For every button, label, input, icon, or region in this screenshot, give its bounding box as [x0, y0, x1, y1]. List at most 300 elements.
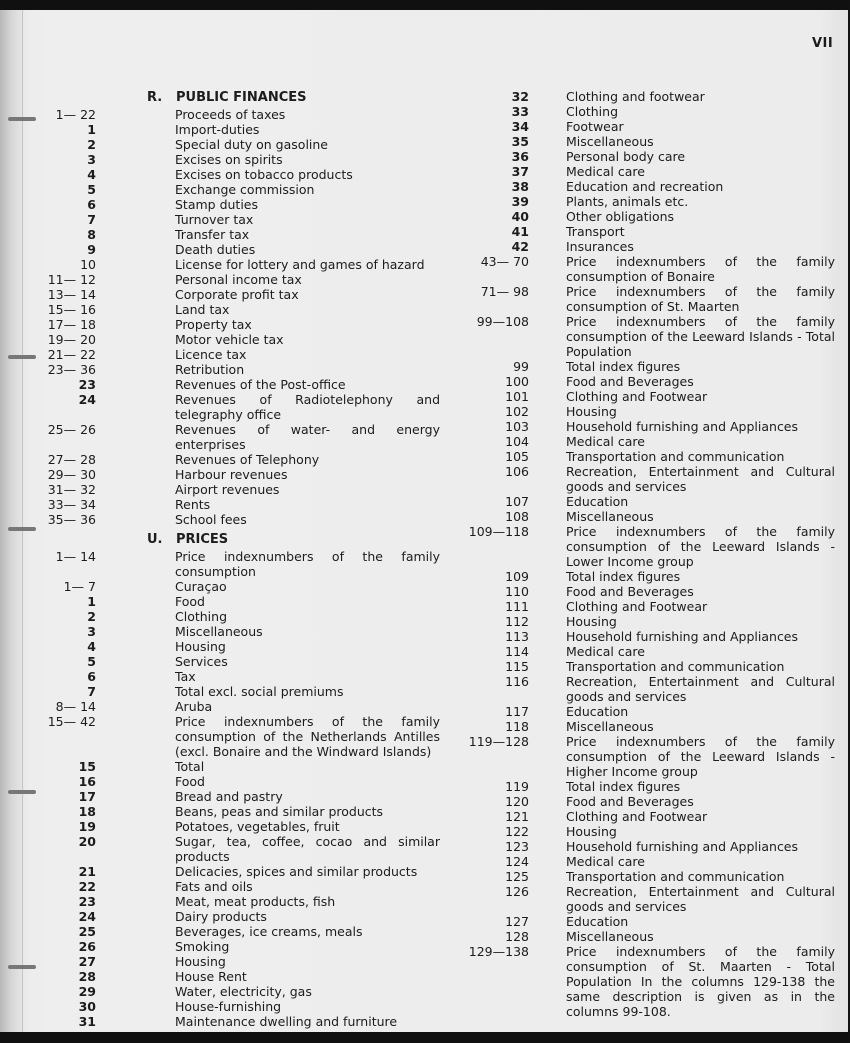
column-number: 31— 32 [47, 482, 96, 497]
table-description: Price indexnumbers of the family consumption of the Leeward Islands - Higher Income group [566, 734, 835, 779]
table-description: Smoking [175, 939, 230, 954]
column-number: 8— 14 [55, 699, 96, 714]
table-description: Total index figures [566, 359, 681, 374]
column-number: 113 [505, 629, 529, 644]
table-of-contents-row [440, 419, 835, 434]
table-description: Revenues of the Post-office [175, 377, 346, 392]
table-description: Recreation, Entertainment and Cultural goods and services [566, 884, 835, 914]
table-of-contents-row [440, 839, 835, 854]
table-description: Curaçao [175, 579, 227, 594]
table-description: Miscellaneous [566, 509, 654, 524]
table-description: Household furnishing and Appliances [566, 629, 799, 644]
column-number: 10 [80, 257, 96, 272]
table-of-contents-row [440, 119, 835, 134]
table-of-contents-row [30, 879, 440, 894]
column-number: 13— 14 [47, 287, 96, 302]
table-of-contents-row [440, 509, 835, 524]
column-number: 17— 18 [47, 317, 96, 332]
table-description: Recreation, Entertainment and Cultural goods and services [566, 464, 835, 494]
left-column [30, 89, 440, 1029]
table-of-contents-row [30, 422, 440, 452]
table-of-contents-row [30, 984, 440, 999]
table-description: Total index figures [566, 569, 681, 584]
table-of-contents-row [30, 669, 440, 684]
column-number: 21 [78, 864, 96, 879]
table-of-contents-row [30, 639, 440, 654]
section-rows-public-finances [30, 107, 440, 527]
table-of-contents-row [440, 224, 835, 239]
table-of-contents-row [30, 287, 440, 302]
table-of-contents-row [30, 452, 440, 467]
column-number: 20 [78, 834, 96, 849]
table-of-contents-row [440, 389, 835, 404]
column-number: 112 [505, 614, 529, 629]
table-of-contents-row [440, 284, 835, 314]
table-of-contents-row [440, 569, 835, 584]
section-letter: R. [147, 90, 163, 105]
column-number: 37 [511, 164, 529, 179]
table-of-contents-row [30, 609, 440, 624]
column-number: 107 [505, 494, 529, 509]
column-number: 119—128 [468, 734, 529, 749]
column-number: 19— 20 [47, 332, 96, 347]
table-of-contents-row [440, 89, 835, 104]
table-description: Food and Beverages [566, 584, 694, 599]
table-description: Medical care [566, 854, 645, 869]
table-of-contents-row [30, 182, 440, 197]
table-of-contents-row [30, 699, 440, 714]
table-description: Personal income tax [175, 272, 302, 287]
table-description: Price indexnumbers of the family consumption of the Leeward Islands - Total Population [566, 314, 835, 359]
table-description: Aruba [175, 699, 213, 714]
column-number: 33— 34 [47, 497, 96, 512]
table-description: Beverages, ice creams, meals [175, 924, 363, 939]
table-description: Personal body care [566, 149, 686, 164]
table-of-contents-row [440, 494, 835, 509]
table-description: Airport revenues [175, 482, 280, 497]
table-of-contents-row [30, 924, 440, 939]
table-description: Revenues of Telephony [175, 452, 320, 467]
table-of-contents-row [440, 314, 835, 359]
table-description: Clothing and Footwear [566, 599, 708, 614]
table-description: Clothing [566, 104, 619, 119]
table-of-contents-row [30, 909, 440, 924]
table-description: Miscellaneous [175, 624, 263, 639]
table-description: Education and recreation [566, 179, 724, 194]
table-description: Transportation and communication [566, 449, 785, 464]
column-number: 21— 22 [47, 347, 96, 362]
binding-edge [0, 10, 23, 1032]
column-number: 15— 16 [47, 302, 96, 317]
column-number: 99—108 [476, 314, 529, 329]
column-number: 109 [505, 569, 529, 584]
table-of-contents-row [30, 1014, 440, 1029]
table-of-contents-row [440, 359, 835, 374]
table-of-contents-row [440, 779, 835, 794]
table-description: Bread and pastry [175, 789, 283, 804]
table-description: House-furnishing [175, 999, 282, 1014]
table-description: Medical care [566, 644, 645, 659]
column-number: 38 [511, 179, 529, 194]
table-of-contents-row [30, 864, 440, 879]
table-of-contents-row [440, 239, 835, 254]
column-number: 122 [505, 824, 529, 839]
table-of-contents-row [30, 107, 440, 122]
table-description: Clothing and footwear [566, 89, 705, 104]
table-of-contents-row [30, 467, 440, 482]
column-number: 99 [513, 359, 529, 374]
table-of-contents-row [30, 579, 440, 594]
table-description: Services [175, 654, 228, 669]
table-of-contents-row [440, 629, 835, 644]
table-description: Special duty on gasoline [175, 137, 328, 152]
table-of-contents-row [440, 434, 835, 449]
table-of-contents-row [30, 549, 440, 579]
column-number: 101 [505, 389, 529, 404]
table-description: Potatoes, vegetables, fruit [175, 819, 340, 834]
column-number: 116 [505, 674, 529, 689]
column-number: 9 [87, 242, 96, 257]
column-number: 24 [78, 909, 96, 924]
column-number: 106 [505, 464, 529, 479]
table-description: Excises on tobacco products [175, 167, 353, 182]
column-number: 1 [87, 122, 96, 137]
table-of-contents-row [440, 599, 835, 614]
table-description: Education [566, 914, 629, 929]
column-number: 16 [78, 774, 96, 789]
column-number: 32 [511, 89, 529, 104]
column-number: 35— 36 [47, 512, 96, 527]
column-number: 108 [505, 509, 529, 524]
column-number: 115 [505, 659, 529, 674]
column-number: 26 [78, 939, 96, 954]
column-number: 31 [78, 1014, 96, 1029]
table-of-contents-row [440, 914, 835, 929]
table-of-contents-row [440, 809, 835, 824]
table-description: Beans, peas and similar products [175, 804, 384, 819]
table-description: Housing [566, 614, 617, 629]
table-of-contents-row [30, 969, 440, 984]
page-number: VII [812, 36, 834, 51]
table-of-contents-row [440, 104, 835, 119]
table-description: Clothing and Footwear [566, 809, 708, 824]
column-number: 5 [87, 182, 96, 197]
table-of-contents-row [440, 869, 835, 884]
table-description: Transportation and communication [566, 659, 785, 674]
table-of-contents-row [30, 999, 440, 1014]
table-description: Price indexnumbers of the family consumption of Bonaire [566, 254, 835, 284]
table-of-contents-row [440, 734, 835, 779]
column-number: 27 [78, 954, 96, 969]
table-of-contents-row [30, 377, 440, 392]
table-description: Rents [175, 497, 211, 512]
table-description: Land tax [175, 302, 230, 317]
section-title: PRICES [176, 532, 229, 547]
table-description: Price indexnumbers of the family consumption of the Netherlands Antilles (excl. Bonaire and the Windward Islands) [175, 714, 440, 759]
table-of-contents-row [440, 134, 835, 149]
table-of-contents-row [30, 497, 440, 512]
column-number: 7 [87, 684, 96, 699]
table-of-contents-row [440, 194, 835, 209]
table-of-contents-row [30, 624, 440, 639]
section-heading-public-finances [147, 89, 440, 107]
column-number: 23 [78, 377, 96, 392]
column-number: 29 [78, 984, 96, 999]
table-of-contents-row [30, 482, 440, 497]
table-description: Food and Beverages [566, 794, 694, 809]
column-number: 6 [87, 197, 96, 212]
table-of-contents-row [440, 374, 835, 389]
table-of-contents-row [440, 659, 835, 674]
column-number: 103 [505, 419, 529, 434]
column-number: 4 [87, 639, 96, 654]
table-description: Miscellaneous [566, 134, 654, 149]
column-number: 110 [505, 584, 529, 599]
table-description: Property tax [175, 317, 252, 332]
table-description: Housing [566, 824, 617, 839]
column-number: 127 [505, 914, 529, 929]
table-of-contents-row [440, 929, 835, 944]
column-number: 22 [78, 879, 96, 894]
table-of-contents-row [30, 362, 440, 377]
section-rows-prices [30, 549, 440, 1029]
table-of-contents-row [440, 704, 835, 719]
table-of-contents-row [440, 719, 835, 734]
column-number: 109—118 [468, 524, 529, 539]
table-of-contents-row [30, 392, 440, 422]
table-of-contents-row [30, 227, 440, 242]
table-description: School fees [175, 512, 247, 527]
table-description: Tax [175, 669, 196, 684]
column-number: 30 [78, 999, 96, 1014]
column-number: 3 [87, 624, 96, 639]
table-of-contents-row [440, 944, 835, 1019]
table-description: Transfer tax [175, 227, 250, 242]
table-description: Total excl. social premiums [175, 684, 344, 699]
table-of-contents-row [30, 654, 440, 669]
table-of-contents-row [440, 824, 835, 839]
table-description: Turnover tax [175, 212, 254, 227]
table-of-contents-row [440, 449, 835, 464]
table-description: Total index figures [566, 779, 681, 794]
table-of-contents-row [440, 209, 835, 224]
table-description: Revenues of Radiotelephony and telegraphy office [175, 392, 440, 422]
column-number: 1 [87, 594, 96, 609]
table-of-contents-row [440, 674, 835, 704]
table-description: Housing [566, 404, 617, 419]
table-description: Clothing and Footwear [566, 389, 708, 404]
table-description: Miscellaneous [566, 719, 654, 734]
table-of-contents-row [440, 614, 835, 629]
column-number: 102 [505, 404, 529, 419]
table-description: Retribution [175, 362, 245, 377]
column-number: 2 [87, 137, 96, 152]
table-description: Motor vehicle tax [175, 332, 284, 347]
table-description: Water, electricity, gas [175, 984, 312, 999]
column-number: 8 [87, 227, 96, 242]
section-title: PUBLIC FINANCES [176, 90, 307, 105]
table-of-contents-row [440, 404, 835, 419]
table-of-contents-row [30, 197, 440, 212]
table-of-contents-row [30, 257, 440, 272]
table-description: Exchange commission [175, 182, 315, 197]
table-description: Food [175, 774, 205, 789]
table-of-contents-row [440, 524, 835, 569]
column-number: 41 [511, 224, 529, 239]
column-number: 24 [78, 392, 96, 407]
column-number: 111 [505, 599, 529, 614]
table-description: Price indexnumbers of the family consumption [175, 549, 440, 579]
table-of-contents-row [30, 894, 440, 909]
table-of-contents-row [30, 167, 440, 182]
column-number: 25 [78, 924, 96, 939]
right-column [440, 89, 835, 1019]
column-number: 43— 70 [480, 254, 529, 269]
column-number: 5 [87, 654, 96, 669]
table-description: Price indexnumbers of the family consumption of the Leeward Islands - Lower Income group [566, 524, 835, 569]
table-description: Price indexnumbers of the family consumption of St. Maarten - Total Population In the columns 129-138 the same description is given as in the columns 99-108. [566, 944, 835, 1019]
table-of-contents-row [30, 789, 440, 804]
column-number: 129—138 [468, 944, 529, 959]
column-number: 126 [505, 884, 529, 899]
section-letter: U. [147, 532, 163, 547]
table-of-contents-row [30, 302, 440, 317]
column-number: 27— 28 [47, 452, 96, 467]
table-of-contents-row [30, 594, 440, 609]
column-number: 15 [78, 759, 96, 774]
column-number: 71— 98 [480, 284, 529, 299]
column-number: 114 [505, 644, 529, 659]
table-of-contents-row [30, 954, 440, 969]
table-of-contents-row [30, 122, 440, 137]
table-of-contents-row [30, 819, 440, 834]
table-description: Harbour revenues [175, 467, 288, 482]
table-of-contents-row [440, 794, 835, 809]
column-number: 35 [511, 134, 529, 149]
column-number: 119 [505, 779, 529, 794]
column-number: 118 [505, 719, 529, 734]
table-of-contents-row [30, 939, 440, 954]
column-number: 19 [78, 819, 96, 834]
column-number: 125 [505, 869, 529, 884]
table-description: Miscellaneous [566, 929, 654, 944]
table-description: Transport [566, 224, 625, 239]
table-of-contents-row [440, 644, 835, 659]
table-description: Meat, meat products, fish [175, 894, 336, 909]
column-number: 7 [87, 212, 96, 227]
column-number: 3 [87, 152, 96, 167]
table-description: Insurances [566, 239, 634, 254]
table-description: Dairy products [175, 909, 267, 924]
column-number: 40 [511, 209, 529, 224]
table-description: Clothing [175, 609, 228, 624]
column-number: 128 [505, 929, 529, 944]
table-description: Revenues of water- and energy enterprises [175, 422, 440, 452]
column-number: 34 [511, 119, 529, 134]
table-of-contents-row [30, 137, 440, 152]
column-number: 23 [78, 894, 96, 909]
column-number: 25— 26 [47, 422, 96, 437]
table-of-contents-row [30, 152, 440, 167]
table-description: Medical care [566, 434, 645, 449]
table-of-contents-row [30, 242, 440, 257]
table-description: Import-duties [175, 122, 260, 137]
table-of-contents-row [440, 149, 835, 164]
column-number: 11— 12 [47, 272, 96, 287]
table-description: House Rent [175, 969, 247, 984]
column-number: 124 [505, 854, 529, 869]
table-description: Housing [175, 954, 226, 969]
table-of-contents-row [440, 884, 835, 914]
table-description: Sugar, tea, coffee, cocao and similar products [175, 834, 440, 864]
table-of-contents-row [440, 464, 835, 494]
column-number: 120 [505, 794, 529, 809]
table-description: Corporate profit tax [175, 287, 299, 302]
column-number: 17 [78, 789, 96, 804]
column-number: 42 [511, 239, 529, 254]
table-of-contents-row [30, 332, 440, 347]
column-number: 117 [505, 704, 529, 719]
table-of-contents-row [440, 179, 835, 194]
table-of-contents-row [30, 347, 440, 362]
table-description: Household furnishing and Appliances [566, 839, 799, 854]
table-description: Price indexnumbers of the family consumption of St. Maarten [566, 284, 835, 314]
table-description: Food [175, 594, 205, 609]
column-number: 1— 22 [55, 107, 96, 122]
table-description: Household furnishing and Appliances [566, 419, 799, 434]
table-of-contents-row [30, 804, 440, 819]
table-description: Proceeds of taxes [175, 107, 286, 122]
table-description: Medical care [566, 164, 645, 179]
right-column-rows [440, 89, 835, 1019]
column-number: 1— 14 [55, 549, 96, 564]
table-of-contents-row [440, 584, 835, 599]
table-of-contents-row [30, 684, 440, 699]
table-description: Other obligations [566, 209, 675, 224]
table-description: Food and Beverages [566, 374, 694, 389]
table-description: Transportation and communication [566, 869, 785, 884]
column-number: 39 [511, 194, 529, 209]
table-of-contents-row [30, 317, 440, 332]
table-of-contents-row [30, 759, 440, 774]
table-of-contents-row [30, 714, 440, 759]
table-of-contents-row [30, 212, 440, 227]
column-number: 123 [505, 839, 529, 854]
table-description: Recreation, Entertainment and Cultural goods and services [566, 674, 835, 704]
column-number: 104 [505, 434, 529, 449]
table-of-contents-row [30, 834, 440, 864]
column-number: 15— 42 [47, 714, 96, 729]
column-number: 23— 36 [47, 362, 96, 377]
table-description: Education [566, 494, 629, 509]
column-number: 105 [505, 449, 529, 464]
table-of-contents-row [30, 512, 440, 527]
column-number: 4 [87, 167, 96, 182]
table-description: Death duties [175, 242, 256, 257]
column-number: 2 [87, 609, 96, 624]
column-number: 121 [505, 809, 529, 824]
table-of-contents-row [440, 164, 835, 179]
table-description: Stamp duties [175, 197, 259, 212]
column-number: 28 [78, 969, 96, 984]
table-description: Fats and oils [175, 879, 253, 894]
section-heading-prices [147, 531, 440, 549]
column-number: 6 [87, 669, 96, 684]
table-description: Total [175, 759, 205, 774]
table-of-contents-row [30, 272, 440, 287]
table-description: Delicacies, spices and similar products [175, 864, 418, 879]
table-description: License for lottery and games of hazard [175, 257, 425, 272]
